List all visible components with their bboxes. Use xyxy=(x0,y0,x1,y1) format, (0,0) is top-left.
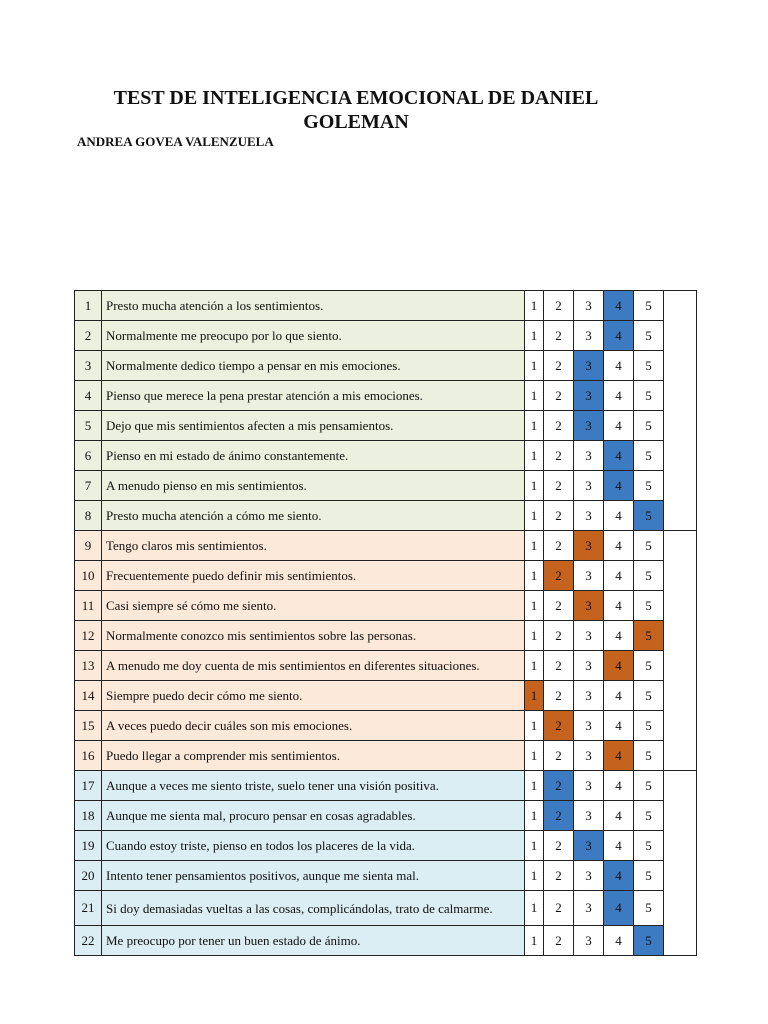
group-bracket-cell xyxy=(664,741,697,771)
rating-option-selected[interactable]: 3 xyxy=(574,531,604,561)
rating-option[interactable]: 5 xyxy=(634,861,664,891)
question-row xyxy=(75,926,697,956)
question-row xyxy=(75,501,697,531)
rating-option[interactable]: 1 xyxy=(525,561,544,591)
rating-option-selected[interactable]: 4 xyxy=(604,891,634,926)
rating-option[interactable]: 5 xyxy=(634,531,664,561)
document-title xyxy=(0,86,712,134)
question-row xyxy=(75,411,697,441)
rating-option[interactable]: 3 xyxy=(574,321,604,351)
question-number: 13 xyxy=(75,651,102,681)
questionnaire-table xyxy=(74,290,697,956)
rating-option[interactable]: 2 xyxy=(544,861,574,891)
group-bracket-cell xyxy=(664,891,697,926)
rating-option[interactable]: 3 xyxy=(574,651,604,681)
question-number: 17 xyxy=(75,771,102,801)
rating-option[interactable]: 3 xyxy=(574,861,604,891)
rating-option-selected[interactable]: 4 xyxy=(604,741,634,771)
question-number: 2 xyxy=(75,321,102,351)
rating-option[interactable]: 5 xyxy=(634,321,664,351)
title-line-2: GOLEMAN xyxy=(303,111,409,133)
rating-option[interactable]: 1 xyxy=(525,831,544,861)
group-bracket-cell xyxy=(664,531,697,561)
rating-option[interactable]: 1 xyxy=(525,501,544,531)
question-statement: Siempre puedo decir cómo me siento. xyxy=(102,681,525,711)
rating-option[interactable]: 1 xyxy=(525,441,544,471)
rating-option[interactable]: 5 xyxy=(634,771,664,801)
rating-option[interactable]: 5 xyxy=(634,351,664,381)
rating-option[interactable]: 5 xyxy=(634,891,664,926)
question-row xyxy=(75,321,697,351)
title-line-1: TEST DE INTELIGENCIA EMOCIONAL DE DANIEL xyxy=(113,87,599,109)
rating-option[interactable]: 2 xyxy=(544,291,574,321)
question-row xyxy=(75,741,697,771)
rating-option[interactable]: 2 xyxy=(544,591,574,621)
question-number: 3 xyxy=(75,351,102,381)
rating-option[interactable]: 5 xyxy=(634,441,664,471)
rating-option[interactable]: 1 xyxy=(525,471,544,501)
rating-option-selected[interactable]: 2 xyxy=(544,561,574,591)
group-bracket-cell xyxy=(664,591,697,621)
question-number: 6 xyxy=(75,441,102,471)
rating-option[interactable]: 3 xyxy=(574,801,604,831)
rating-option[interactable]: 4 xyxy=(604,411,634,441)
question-row xyxy=(75,801,697,831)
question-number: 21 xyxy=(75,891,102,926)
rating-option[interactable]: 2 xyxy=(544,741,574,771)
question-row xyxy=(75,861,697,891)
rating-option[interactable]: 4 xyxy=(604,711,634,741)
rating-option[interactable]: 5 xyxy=(634,831,664,861)
rating-option[interactable]: 2 xyxy=(544,471,574,501)
question-row xyxy=(75,471,697,501)
rating-option[interactable]: 4 xyxy=(604,381,634,411)
question-number: 8 xyxy=(75,501,102,531)
rating-option[interactable]: 4 xyxy=(604,926,634,956)
question-statement: Aunque me sienta mal, procuro pensar en cosas agradables. xyxy=(102,801,525,831)
rating-option-selected[interactable]: 5 xyxy=(634,926,664,956)
rating-option[interactable]: 5 xyxy=(634,411,664,441)
group-bracket-cell xyxy=(664,711,697,741)
rating-option[interactable]: 2 xyxy=(544,501,574,531)
rating-option[interactable]: 5 xyxy=(634,561,664,591)
rating-option[interactable]: 3 xyxy=(574,471,604,501)
question-statement: A menudo pienso en mis sentimientos. xyxy=(102,471,525,501)
question-statement: Intento tener pensamientos positivos, aunque me sienta mal. xyxy=(102,861,525,891)
question-statement: Presto mucha atención a cómo me siento. xyxy=(102,501,525,531)
question-row xyxy=(75,831,697,861)
rating-option[interactable]: 1 xyxy=(525,711,544,741)
rating-option[interactable]: 3 xyxy=(574,711,604,741)
question-statement: Tengo claros mis sentimientos. xyxy=(102,531,525,561)
question-row xyxy=(75,651,697,681)
rating-option[interactable]: 1 xyxy=(525,291,544,321)
rating-option[interactable]: 3 xyxy=(574,501,604,531)
rating-option[interactable]: 4 xyxy=(604,831,634,861)
group-bracket-cell xyxy=(664,681,697,711)
rating-option[interactable]: 5 xyxy=(634,651,664,681)
question-number: 7 xyxy=(75,471,102,501)
group-bracket-cell xyxy=(664,651,697,681)
rating-option[interactable]: 1 xyxy=(525,321,544,351)
question-row xyxy=(75,621,697,651)
rating-option[interactable]: 2 xyxy=(544,681,574,711)
group-bracket-cell xyxy=(664,801,697,831)
question-row xyxy=(75,711,697,741)
question-number: 5 xyxy=(75,411,102,441)
question-number: 1 xyxy=(75,291,102,321)
rating-option-selected[interactable]: 5 xyxy=(634,501,664,531)
rating-option[interactable]: 3 xyxy=(574,926,604,956)
rating-option[interactable]: 4 xyxy=(604,771,634,801)
rating-option[interactable]: 2 xyxy=(544,531,574,561)
questionnaire-body xyxy=(75,291,697,956)
question-number: 10 xyxy=(75,561,102,591)
group-bracket-cell xyxy=(664,501,697,531)
group-bracket-cell xyxy=(664,861,697,891)
question-number: 22 xyxy=(75,926,102,956)
rating-option[interactable]: 3 xyxy=(574,681,604,711)
rating-option[interactable]: 5 xyxy=(634,381,664,411)
question-row xyxy=(75,291,697,321)
rating-option[interactable]: 4 xyxy=(604,681,634,711)
rating-option[interactable]: 1 xyxy=(525,351,544,381)
group-bracket-cell xyxy=(664,926,697,956)
rating-option[interactable]: 1 xyxy=(525,801,544,831)
group-bracket-cell xyxy=(664,411,697,441)
rating-option[interactable]: 3 xyxy=(574,561,604,591)
question-row xyxy=(75,381,697,411)
rating-option[interactable]: 5 xyxy=(634,681,664,711)
rating-option[interactable]: 3 xyxy=(574,771,604,801)
rating-option-selected[interactable]: 3 xyxy=(574,411,604,441)
question-number: 18 xyxy=(75,801,102,831)
question-row xyxy=(75,771,697,801)
question-row xyxy=(75,351,697,381)
question-statement: Casi siempre sé cómo me siento. xyxy=(102,591,525,621)
rating-option[interactable]: 1 xyxy=(525,771,544,801)
rating-option[interactable]: 5 xyxy=(634,711,664,741)
question-number: 11 xyxy=(75,591,102,621)
rating-option-selected[interactable]: 4 xyxy=(604,471,634,501)
rating-option[interactable]: 1 xyxy=(525,926,544,956)
rating-option[interactable]: 5 xyxy=(634,471,664,501)
question-statement: Presto mucha atención a los sentimientos. xyxy=(102,291,525,321)
rating-option-selected[interactable]: 3 xyxy=(574,381,604,411)
question-row xyxy=(75,591,697,621)
rating-option-selected[interactable]: 4 xyxy=(604,291,634,321)
rating-option[interactable]: 5 xyxy=(634,741,664,771)
rating-option[interactable]: 5 xyxy=(634,591,664,621)
rating-option[interactable]: 1 xyxy=(525,591,544,621)
rating-option[interactable]: 2 xyxy=(544,381,574,411)
rating-option-selected[interactable]: 4 xyxy=(604,441,634,471)
rating-option[interactable]: 1 xyxy=(525,621,544,651)
question-row xyxy=(75,441,697,471)
rating-option[interactable]: 3 xyxy=(574,291,604,321)
question-statement: Cuando estoy triste, pienso en todos los placeres de la vida. xyxy=(102,831,525,861)
rating-option-selected[interactable]: 2 xyxy=(544,771,574,801)
question-number: 14 xyxy=(75,681,102,711)
rating-option[interactable]: 3 xyxy=(574,891,604,926)
question-row xyxy=(75,531,697,561)
rating-option[interactable]: 1 xyxy=(525,381,544,411)
rating-option[interactable]: 5 xyxy=(634,801,664,831)
question-statement: Pienso que merece la pena prestar atención a mis emociones. xyxy=(102,381,525,411)
group-bracket-cell xyxy=(664,291,697,321)
question-number: 4 xyxy=(75,381,102,411)
group-bracket-cell xyxy=(664,321,697,351)
rating-option[interactable]: 4 xyxy=(604,621,634,651)
question-statement: Pienso en mi estado de ánimo constantemente. xyxy=(102,441,525,471)
question-statement: Dejo que mis sentimientos afecten a mis pensamientos. xyxy=(102,411,525,441)
rating-option[interactable]: 2 xyxy=(544,891,574,926)
rating-option-selected[interactable]: 4 xyxy=(604,651,634,681)
rating-option-selected[interactable]: 2 xyxy=(544,711,574,741)
author-name: ANDREA GOVEA VALENZUELA xyxy=(77,134,274,149)
question-statement: A menudo me doy cuenta de mis sentimientos en diferentes situaciones. xyxy=(102,651,525,681)
group-bracket-cell xyxy=(664,471,697,501)
rating-option[interactable]: 3 xyxy=(574,741,604,771)
rating-option[interactable]: 2 xyxy=(544,441,574,471)
rating-option-selected[interactable]: 3 xyxy=(574,351,604,381)
rating-option[interactable]: 2 xyxy=(544,651,574,681)
rating-option[interactable]: 4 xyxy=(604,531,634,561)
question-statement: Normalmente me preocupo por lo que siento. xyxy=(102,321,525,351)
rating-option-selected[interactable]: 2 xyxy=(544,801,574,831)
group-bracket-cell xyxy=(664,381,697,411)
question-number: 12 xyxy=(75,621,102,651)
rating-option-selected[interactable]: 5 xyxy=(634,621,664,651)
question-statement: Puedo llegar a comprender mis sentimientos. xyxy=(102,741,525,771)
group-bracket-cell xyxy=(664,561,697,591)
rating-option[interactable]: 5 xyxy=(634,291,664,321)
group-bracket-cell xyxy=(664,831,697,861)
rating-option[interactable]: 1 xyxy=(525,411,544,441)
question-number: 15 xyxy=(75,711,102,741)
rating-option[interactable]: 2 xyxy=(544,351,574,381)
question-statement: Normalmente dedico tiempo a pensar en mis emociones. xyxy=(102,351,525,381)
question-statement: Aunque a veces me siento triste, suelo tener una visión positiva. xyxy=(102,771,525,801)
rating-option-selected[interactable]: 4 xyxy=(604,321,634,351)
question-statement: Frecuentemente puedo definir mis sentimientos. xyxy=(102,561,525,591)
question-number: 20 xyxy=(75,861,102,891)
rating-option[interactable]: 2 xyxy=(544,831,574,861)
rating-option[interactable]: 1 xyxy=(525,651,544,681)
rating-option[interactable]: 4 xyxy=(604,801,634,831)
group-bracket-cell xyxy=(664,621,697,651)
question-statement: Normalmente conozco mis sentimientos sobre las personas. xyxy=(102,621,525,651)
question-statement: Si doy demasiadas vueltas a las cosas, complicándolas, trato de calmarme. xyxy=(102,891,525,926)
question-number: 9 xyxy=(75,531,102,561)
rating-option-selected[interactable]: 3 xyxy=(574,831,604,861)
rating-option-selected[interactable]: 3 xyxy=(574,591,604,621)
rating-option[interactable]: 3 xyxy=(574,441,604,471)
group-bracket-cell xyxy=(664,351,697,381)
rating-option-selected[interactable]: 1 xyxy=(525,681,544,711)
question-row xyxy=(75,561,697,591)
question-row xyxy=(75,681,697,711)
rating-option[interactable]: 2 xyxy=(544,411,574,441)
rating-option[interactable]: 3 xyxy=(574,621,604,651)
question-statement: A veces puedo decir cuáles son mis emociones. xyxy=(102,711,525,741)
rating-option[interactable]: 1 xyxy=(525,891,544,926)
group-bracket-cell xyxy=(664,441,697,471)
question-statement: Me preocupo por tener un buen estado de ánimo. xyxy=(102,926,525,956)
rating-option[interactable]: 4 xyxy=(604,591,634,621)
rating-option-selected[interactable]: 4 xyxy=(604,861,634,891)
rating-option[interactable]: 1 xyxy=(525,861,544,891)
rating-option[interactable]: 2 xyxy=(544,926,574,956)
question-row xyxy=(75,891,697,926)
rating-option[interactable]: 1 xyxy=(525,531,544,561)
rating-option[interactable]: 1 xyxy=(525,741,544,771)
rating-option[interactable]: 4 xyxy=(604,561,634,591)
question-number: 16 xyxy=(75,741,102,771)
question-number: 19 xyxy=(75,831,102,861)
rating-option[interactable]: 2 xyxy=(544,321,574,351)
rating-option[interactable]: 4 xyxy=(604,501,634,531)
rating-option[interactable]: 4 xyxy=(604,351,634,381)
rating-option[interactable]: 2 xyxy=(544,621,574,651)
group-bracket-cell xyxy=(664,771,697,801)
